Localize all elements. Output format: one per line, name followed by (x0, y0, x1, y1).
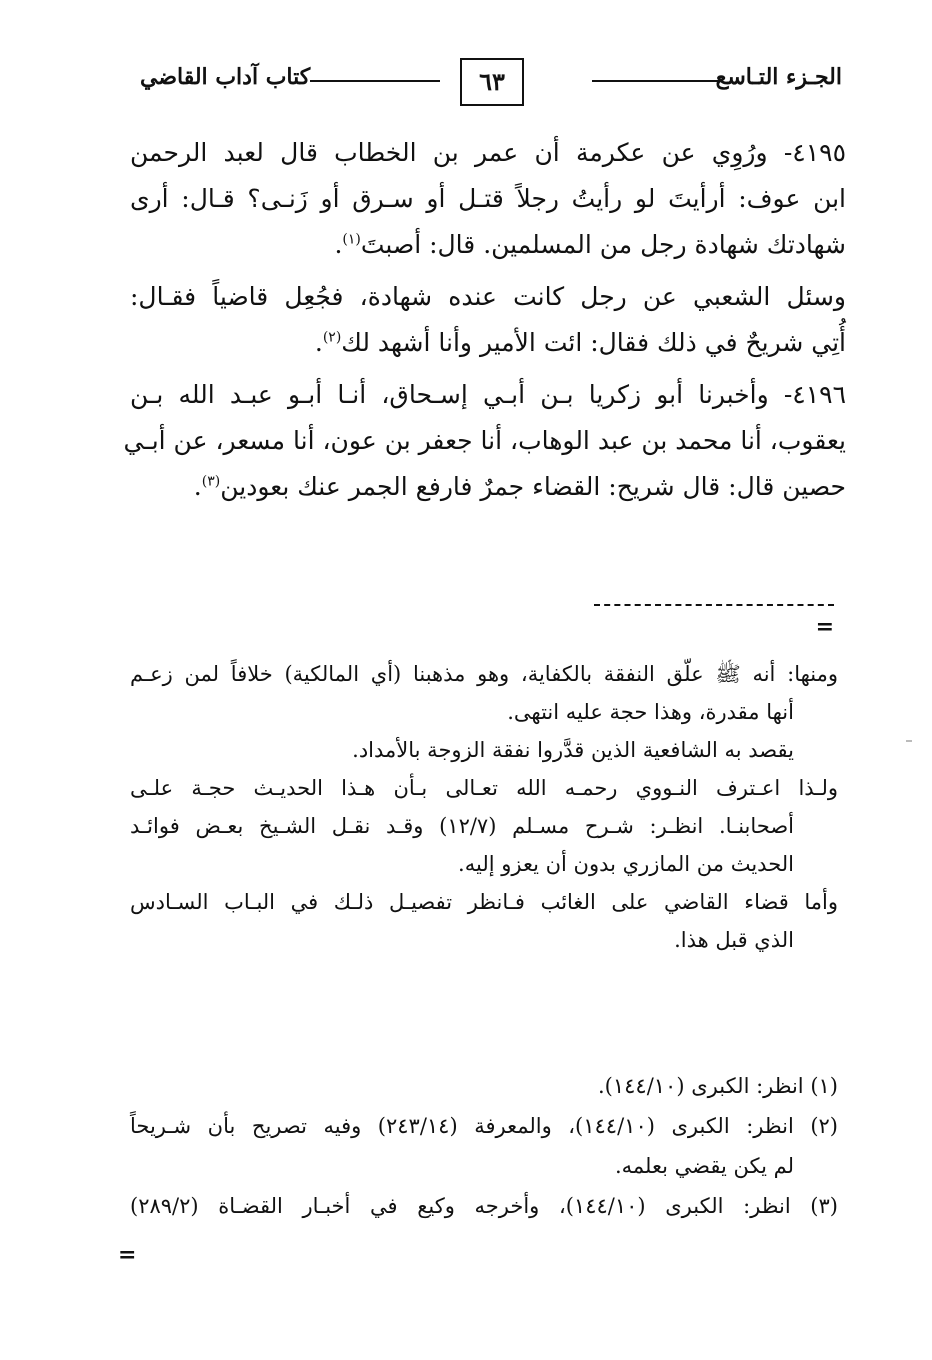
continuation-mark-top: = (815, 614, 834, 640)
note-line: أصحابنـا. انظـر: شـرح مسـلم (١٢/٧) وقـد نقـل الشـيخ بعـض فوائـد (130, 814, 794, 838)
paragraph-4196 (123, 372, 846, 510)
footnote-separator (594, 600, 834, 606)
text-line: وسئل الشعبي عن رجل كانت عنده شهادة، فجُعِل قاضياً فقـال: (130, 282, 846, 311)
note-line: ولـذا اعـترف النـووي رحمـه الله تعـالى بـأن هـذا الحديـث حجـة علـى (130, 776, 838, 800)
header-rule-right (592, 80, 722, 82)
text-line-content: حصين قال: قال شريح: القضاء جمرٌ فارفع الجمر عنك بعودين (220, 472, 846, 501)
footnote-ref-2: (٢) (322, 329, 342, 346)
note-line: وأما قضاء القاضي على الغائب فـانظر تفصيـل ذلـك في البـاب السـادس (130, 890, 838, 914)
continuation-mark-bottom: = (118, 1242, 137, 1268)
scan-artifact (906, 740, 912, 742)
footnote-1: (١) انظر: الكبرى (١٤٤/١٠). (597, 1074, 838, 1098)
header-rule-left (310, 80, 440, 82)
dashed-rule (594, 604, 834, 606)
footnote-3: (٣) انظر: الكبرى (١٤٤/١٠)، وأخرجه وكيع في أخبـار القضـاة (٢٨٩/٢) (130, 1194, 838, 1218)
note-line: يقصد به الشافعية الذين قدَّروا نفقة الزوجة بالأمداد. (352, 738, 794, 762)
text-line: أُتِي شريحٌ في ذلك فقال: ائت الأمير وأنا أشهد لك$^{(٢)}$. (314, 328, 846, 357)
note-line: ومنها: أنه ﷺ علّق النفقة بالكفاية، وهو مذهبنا (أي المالكية) خلافاً لمن زعـم (130, 662, 838, 686)
note-line: أنها مقدرة، وهذا حجة عليه انتهى. (507, 700, 794, 724)
footnote-ref-3: (٣) (201, 473, 221, 490)
main-text (123, 130, 846, 510)
note-line: الحديث من المازري بدون أن يعزو إليه. (458, 852, 794, 876)
paragraph-4195 (130, 130, 846, 268)
footnote-2-cont: لم يكن يقضي بعلمه. (614, 1154, 794, 1178)
text-line: ٤١٩٦- وأخبرنا أبو زكريا بـن أبـي إسـحاق، أنـا أبـو عبـد الله بـن (130, 380, 846, 409)
text-line-content: أُتِي شريحٌ في ذلك فقال: ائت الأمير وأنا أشهد لك (341, 328, 846, 357)
book-title: كتاب آداب القاضي (140, 64, 311, 90)
page-number: ٦٣ (460, 58, 524, 106)
text-line: شهادتك شهادة رجل من المسلمين. قال: أصبتَ$^{(١)}$. (334, 230, 846, 259)
text-line: ابن عوف: أرأيتَ لو رأيتُ رجلاً قتـل أو سـرق أو زَنـى؟ قـال: أرى (130, 184, 846, 213)
footnote-2: (٢) انظر: الكبرى (١٤٤/١٠)، والمعرفة (٢٤٣/١٤) وفيه تصريح بأن شـريحاً (130, 1114, 838, 1138)
text-line: يعقوب، أنا محمد بن عبد الوهاب، أنا جعفر بن عون، أنا مسعر، عن أبـي (123, 426, 846, 455)
text-line: حصين قال: قال شريح: القضاء جمرٌ فارفع الجمر عنك بعودين$^{(٣)}$. (193, 472, 846, 501)
running-head (130, 58, 842, 110)
text-line: ٤١٩٥- ورُوِي عن عكرمة أن عمر بن الخطاب قال لعبد الرحمن (130, 138, 846, 167)
page-footnotes (130, 1066, 838, 1226)
paragraph-shabi (130, 274, 846, 366)
continued-footnote (130, 655, 838, 959)
note-line: الذي قبل هذا. (674, 928, 794, 952)
volume-title: الجـزء التـاسع (715, 64, 842, 90)
footnote-ref-1: (١) (342, 231, 361, 248)
text-line-content: شهادتك شهادة رجل من المسلمين. قال: أصبتَ (360, 230, 846, 259)
